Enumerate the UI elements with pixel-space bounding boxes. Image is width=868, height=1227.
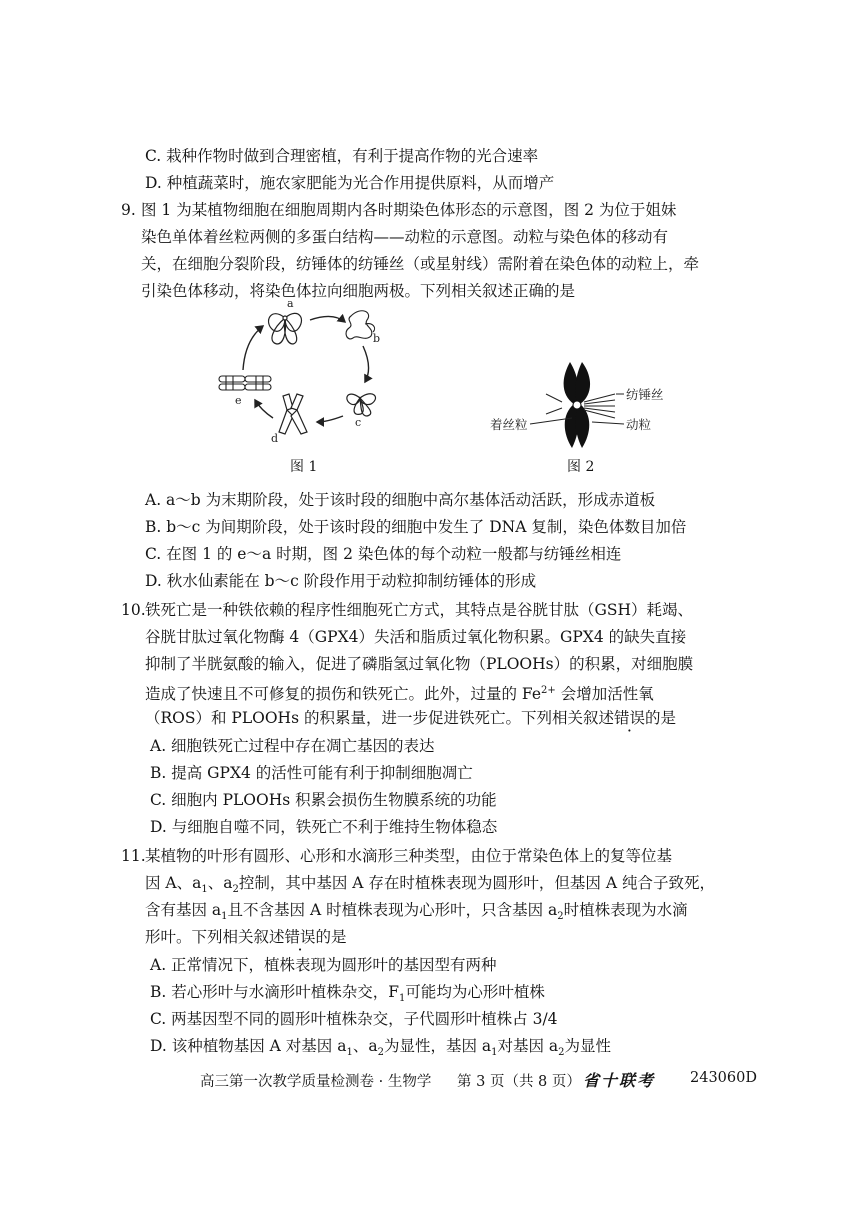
footer-exam-title: 高三第一次教学质量检测卷 · 生物学 xyxy=(200,1074,432,1090)
arrow-c-to-d xyxy=(317,416,343,422)
q11-optD-c: 为显性，基因 a xyxy=(383,1037,492,1055)
q11-number: 11. xyxy=(121,847,146,865)
chromatin-b xyxy=(346,311,375,339)
q11-optD-a: D. 该种植物基因 A 对基因 a xyxy=(150,1037,347,1055)
q11-stem-line-2 xyxy=(145,873,715,900)
q9-option-a: A. a～b 为末期阶段，处于该时段的细胞中高尔基体活动活跃，形成赤道板 xyxy=(145,491,656,509)
q8-option-d: D. 种植蔬菜时，施农家肥能为光合作用提供原料，从而增产 xyxy=(145,174,555,192)
q10-stem-line-1: 铁死亡是一种铁依赖的程序性细胞死亡方式，其特点是谷胱甘肽（GSH）耗竭、 xyxy=(145,601,694,619)
subscript-1: 1 xyxy=(346,1047,353,1059)
q11-option-c: C. 两基因型不同的圆形叶植株杂交，子代圆形叶植株占 3/4 xyxy=(150,1010,558,1028)
figure-2-kinetochore-diagram xyxy=(490,360,700,450)
chromosome-d xyxy=(279,394,307,434)
q11-optB-a: B. 若心形叶与水滴形叶植株杂交，F xyxy=(150,983,400,1001)
q10-option-a: A. 细胞铁死亡过程中存在凋亡基因的表达 xyxy=(150,737,435,755)
q10-stem-line-5-end: 的是 xyxy=(644,709,676,727)
q9-stem-line-4: 引染色体移动，将染色体拉向细胞两极。下列相关叙述正确的是 xyxy=(141,282,576,300)
q11-stem3-a: 含有基因 a xyxy=(145,901,222,919)
fig1-label-c: c xyxy=(355,416,362,429)
figure-1-cell-cycle-diagram xyxy=(215,298,400,448)
subscript-2: 2 xyxy=(232,884,239,896)
q9-number: 9. xyxy=(121,201,136,219)
subscript-2: 2 xyxy=(558,1047,565,1059)
q9-stem-line-1: 图 1 为某植物细胞在细胞周期内各时期染色体形态的示意图，图 2 为位于姐妹 xyxy=(141,201,677,219)
subscript-1: 1 xyxy=(399,993,406,1005)
subscript-2: 2 xyxy=(377,1047,384,1059)
q11-optD-d: 对基因 a xyxy=(497,1037,559,1055)
q9-option-d: D. 秋水仙素能在 b～c 阶段作用于动粒抑制纺锤体的形成 xyxy=(145,572,537,590)
fig1-label-a: a xyxy=(287,298,294,310)
q9-option-c: C. 在图 1 的 e～a 时期，图 2 染色体的每个动粒一般都与纺锤丝相连 xyxy=(145,545,622,563)
q10-stem-line-5 xyxy=(145,708,676,728)
arrow-e-to-a xyxy=(243,326,263,370)
q11-stem-line-1: 某植物的叶形有圆形、心形和水滴形三种类型，由位于常染色体上的复等位基 xyxy=(145,847,673,865)
fig1-label-b: b xyxy=(373,332,381,345)
chromosome-a xyxy=(269,313,302,344)
q11-stem2-c: 控制，其中基因 A 存在时植株表现为圆形叶，但基因 A 纯合子致死， xyxy=(238,874,715,892)
subscript-1: 1 xyxy=(201,884,208,896)
q10-option-c: C. 细胞内 PLOOHs 积累会损伤生物膜系统的功能 xyxy=(150,791,497,809)
fe-superscript: 2+ xyxy=(541,685,556,696)
figure-2-caption: 图 2 xyxy=(567,459,595,475)
q11-option-b xyxy=(150,982,545,1009)
subscript-1: 1 xyxy=(491,1047,498,1059)
q10-option-b: B. 提高 GPX4 的活性可能有利于抑制细胞凋亡 xyxy=(150,764,473,782)
q11-emphasis-wrong: 错误 xyxy=(284,928,316,946)
q11-stem-line-4 xyxy=(145,927,347,947)
q10-stem-line-4 xyxy=(145,681,654,704)
q11-stem4-a: 形叶。下列相关叙述 xyxy=(145,928,285,946)
q11-option-a: A. 正常情况下，植株表现为圆形叶的基因型有两种 xyxy=(150,956,497,974)
fig2-label-spindle: 纺锤丝 xyxy=(626,387,664,402)
footer-code: 243060D xyxy=(690,1070,757,1086)
q11-stem4-b: 的是 xyxy=(315,928,347,946)
fig2-label-centromere: 着丝粒 xyxy=(490,417,528,432)
q11-optB-b: 可能均为心形叶植株 xyxy=(405,983,545,1001)
q10-number: 10. xyxy=(121,601,146,619)
chromosome-e xyxy=(219,376,271,390)
q11-stem3-b: 且不含基因 A 时植株表现为心形叶，只含基因 a xyxy=(227,901,558,919)
footer-brand-logo: 省十联考 xyxy=(583,1071,656,1090)
q10-stem-line-4-text: 造成了快速且不可修复的损伤和铁死亡。此外，过量的 Fe xyxy=(145,685,542,704)
subscript-1: 1 xyxy=(221,911,228,923)
q11-stem2-b: 、a xyxy=(207,874,233,892)
q9-stem-line-3: 关，在细胞分裂阶段，纺锤体的纺锤丝（或星射线）需附着在染色体的动粒上，牵 xyxy=(141,255,700,273)
chromosome-c xyxy=(347,394,376,416)
subscript-2: 2 xyxy=(557,911,564,923)
q11-stem2-a: 因 A、a xyxy=(145,874,202,892)
q11-stem-line-3 xyxy=(145,900,688,927)
fig1-label-d: d xyxy=(271,432,279,445)
footer-page-number: 第 3 页（共 8 页） xyxy=(457,1074,581,1090)
fig1-label-e: e xyxy=(235,394,242,407)
q11-stem3-c: 时植株表现为水滴 xyxy=(563,901,688,919)
q10-option-d: D. 与细胞自噬不同，铁死亡不利于维持生物体稳态 xyxy=(150,818,498,836)
q10-emphasis-wrong: 错误 xyxy=(613,709,645,727)
q9-stem-line-2: 染色单体着丝粒两侧的多蛋白结构——动粒的示意图。动粒与染色体的移动有 xyxy=(141,228,669,246)
q11-option-d xyxy=(150,1036,611,1063)
q11-optD-b: 、a xyxy=(352,1037,378,1055)
arrow-d-to-e xyxy=(255,400,273,418)
q10-stem-line-3: 抑制了半胱氨酸的输入，促进了磷脂氢过氧化物（PLOOHs）的积累，对细胞膜 xyxy=(145,655,694,673)
figure-1-caption: 图 1 xyxy=(290,459,318,475)
fig2-label-kinetochore: 动粒 xyxy=(626,417,652,432)
centromere-mark xyxy=(573,401,581,409)
q9-option-b: B. b～c 为间期阶段，处于该时段的细胞中发生了 DNA 复制，染色体数目加倍 xyxy=(145,518,687,536)
q8-option-c: C. 栽种作物时做到合理密植，有利于提高作物的光合速率 xyxy=(145,147,539,165)
q10-stem-line-5-text: （ROS）和 PLOOHs 的积累量，进一步促进铁死亡。下列相关叙述 xyxy=(145,709,614,727)
q10-stem-line-4-tail: 会增加活性氧 xyxy=(555,685,654,704)
arrow-b-to-c xyxy=(363,346,369,382)
arrow-a-to-b xyxy=(310,316,345,322)
q10-stem-line-2: 谷胱甘肽过氧化物酶 4（GPX4）失活和脂质过氧化物积累。GPX4 的缺失直接 xyxy=(145,628,687,646)
q11-optD-e: 为显性 xyxy=(564,1037,612,1055)
